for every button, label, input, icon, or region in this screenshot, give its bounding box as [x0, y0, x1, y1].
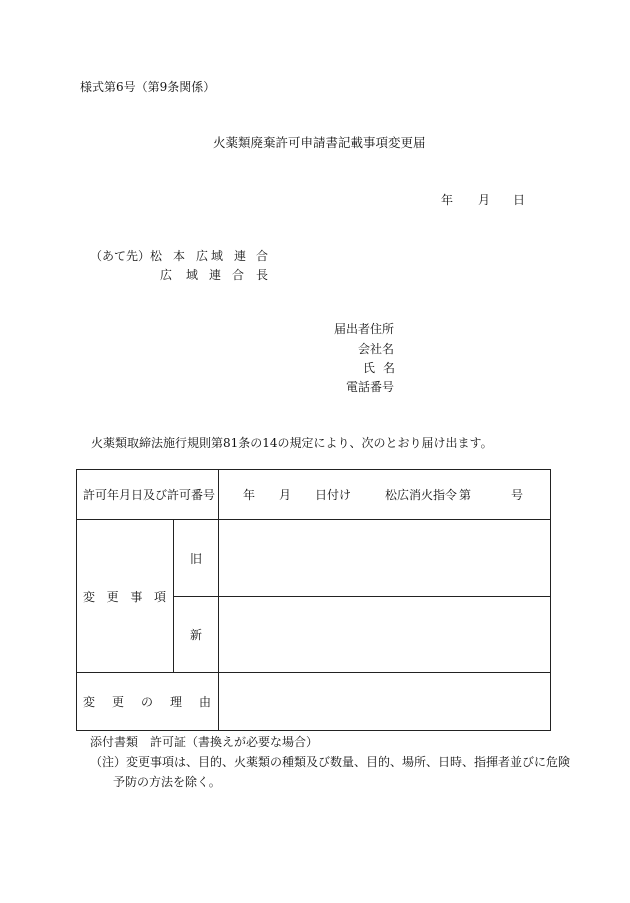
old-value-cell[interactable]: [219, 520, 551, 597]
note-line-1: （注）変更事項は、目的、火薬類の種類及び数量、目的、場所、日時、指揮者並びに危険: [90, 755, 571, 769]
permit-year: 年: [243, 488, 256, 502]
date-month-label: 月: [478, 193, 491, 207]
addressee-char: 広: [160, 268, 173, 282]
addressee-char: 合: [256, 249, 269, 263]
addressee-char: 域: [211, 249, 224, 263]
change-items-char: 事: [130, 589, 143, 604]
statement: 火薬類取締法施行規則第81条の14の規定により、次のとおり届け出ます。: [91, 436, 493, 450]
reason-char: 理: [170, 695, 183, 709]
notifier-phone-label: 電話番号: [346, 380, 395, 394]
addressee-char: 松: [150, 249, 163, 263]
change-items-label-cell: [77, 520, 174, 673]
change-items-char: 項: [153, 589, 166, 604]
reason-label-cell: [77, 673, 219, 731]
notifier-name-label-1: 氏: [363, 361, 376, 375]
old-label-cell: [174, 520, 219, 597]
permit-row: [77, 470, 551, 520]
new-value-cell[interactable]: [219, 597, 551, 673]
addressee-char: 長: [256, 268, 269, 282]
reason-char: の: [141, 695, 154, 709]
reason-char: 由: [199, 695, 212, 709]
permit-value-cell[interactable]: [219, 470, 551, 520]
reason-char: 変: [83, 695, 96, 709]
new-label: 新: [190, 628, 203, 642]
addressee-char: 連: [234, 249, 247, 263]
change-items-char: 変: [83, 589, 96, 604]
old-label: 旧: [190, 551, 203, 566]
reason-char: 更: [112, 695, 125, 709]
permit-no-prefix: 第: [459, 488, 472, 502]
permit-label: 許可年月日及び許可番号: [83, 488, 216, 502]
addressee-char: 本: [173, 249, 186, 263]
reason-value-cell[interactable]: [219, 673, 551, 731]
reason-row: [77, 673, 551, 731]
attachments-note: 添付書類 許可証（書換えが必要な場合）: [90, 735, 319, 749]
new-label-cell: [174, 597, 219, 673]
date-year-label: 年: [441, 193, 454, 207]
permit-month: 月: [279, 488, 292, 502]
form-number: 様式第6号（第9条関係）: [80, 80, 216, 94]
addressee-char: 合: [232, 268, 245, 282]
permit-no-suffix: 号: [511, 488, 524, 502]
notifier-name-label-2: 名: [383, 361, 396, 375]
date-day-label: 日: [513, 193, 526, 207]
permit-office: 松広消火指令: [385, 488, 458, 502]
notification-table: [76, 469, 551, 731]
change-old-row: [77, 520, 551, 597]
notifier-address-label: 届出者住所: [334, 322, 395, 336]
permit-dated: 日付け: [315, 488, 352, 502]
note-line-2: 予防の方法を除く。: [113, 775, 221, 789]
addressee-char: 連: [209, 268, 222, 282]
permit-label-cell: [77, 470, 219, 520]
document-title: 火薬類廃棄許可申請書記載事項変更届: [213, 135, 426, 150]
addressee-prefix: （あて先）: [90, 249, 151, 263]
notifier-company-label: 会社名: [358, 342, 395, 356]
change-items-char: 更: [106, 589, 119, 604]
addressee-char: 広: [196, 249, 209, 263]
addressee-char: 域: [186, 268, 199, 282]
